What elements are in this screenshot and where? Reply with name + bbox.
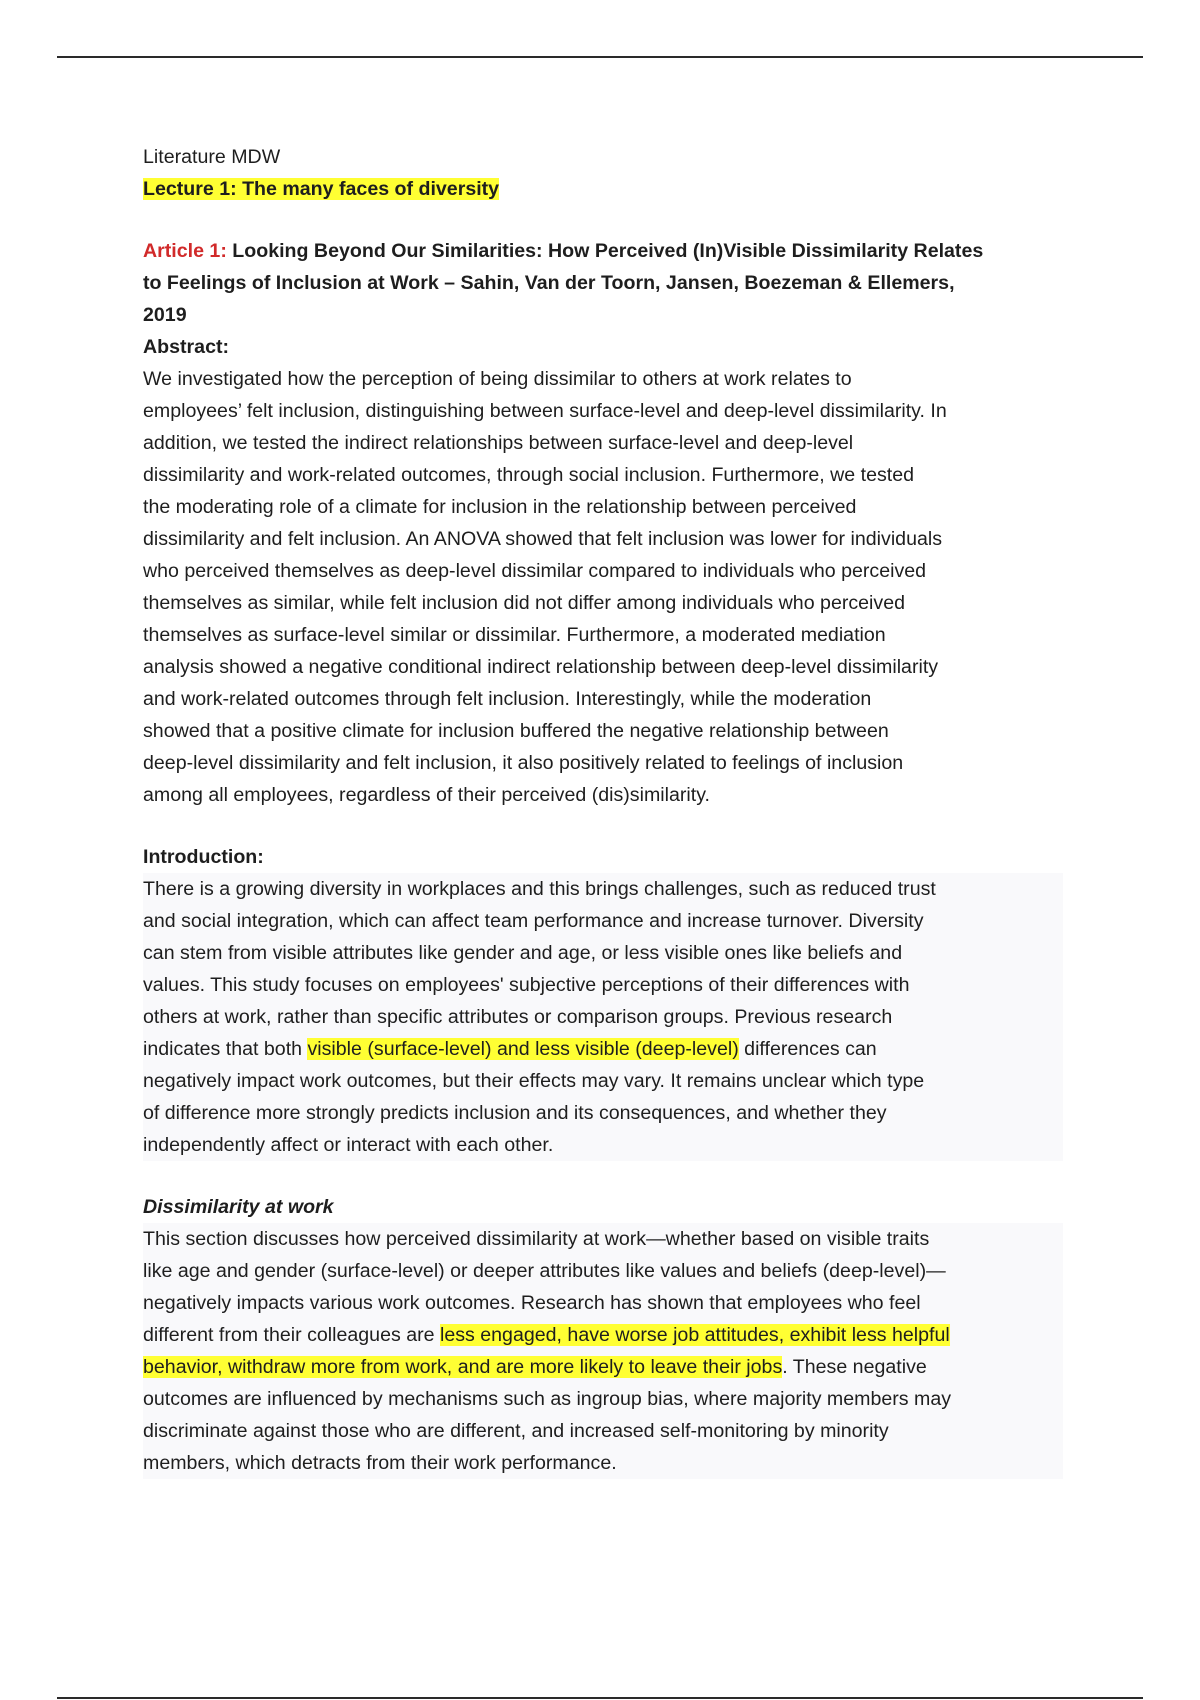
dissimilarity-line: discriminate against those who are different, and increased self-monitoring by minority [143,1420,889,1442]
abstract-line: themselves as similar, while felt inclusion did not differ among individuals who perceived [143,592,906,614]
bottom-rule [57,1697,1143,1699]
article-title-line-2: to Feelings of Inclusion at Work – Sahin, Van der Toorn, Jansen, Boezeman & Ellemers, [143,272,955,294]
dissimilarity-line: negatively impacts various work outcomes. Research has shown that employees who feel [143,1292,921,1314]
abstract-line: employees’ felt inclusion, distinguishing between surface-level and deep-level dissimilarity. In [143,400,947,422]
introduction-highlight-line: indicates that both visible (surface-level) and less visible (deep-level) differences can [143,1038,877,1060]
spacer [143,205,1063,235]
dissimilarity-heading: Dissimilarity at work [143,1196,334,1218]
abstract-line: showed that a positive climate for inclusion buffered the negative relationship between [143,720,889,742]
abstract-line: dissimilarity and work-related outcomes, through social inclusion. Furthermore, we tested [143,464,915,486]
dissimilarity-highlight-line: different from their colleagues are less engaged, have worse job attitudes, exhibit less helpful [143,1324,950,1346]
abstract-line: deep-level dissimilarity and felt inclusion, it also positively related to feelings of inclusion [143,752,904,774]
introduction-line: independently affect or interact with each other. [143,1134,554,1156]
spacer [143,1161,1063,1191]
lecture-heading [143,173,1063,205]
abstract-heading: Abstract: [143,336,230,358]
dissimilarity-line: like age and gender (surface-level) or deeper attributes like values and beliefs (deep-level)— [143,1260,946,1282]
introduction-heading: Introduction: [143,846,264,868]
abstract-line: the moderating role of a climate for inclusion in the relationship between perceived [143,496,857,518]
introduction-line: negatively impact work outcomes, but their effects may vary. It remains unclear which type [143,1070,925,1092]
abstract-line: among all employees, regardless of their perceived (dis)similarity. [143,784,710,806]
top-rule [57,56,1143,58]
abstract-line: analysis showed a negative conditional indirect relationship between deep-level dissimilarity [143,656,939,678]
introduction-line: can stem from visible attributes like gender and age, or less visible ones like beliefs and [143,942,903,964]
dissimilarity-paragraph [143,1223,1063,1479]
highlighted-text: visible (surface-level) and less visible (deep-level) [307,1038,739,1060]
abstract-paragraph [143,363,1063,811]
article-label: Article 1: [143,240,227,262]
abstract-line: themselves as surface-level similar or dissimilar. Furthermore, a moderated mediation [143,624,886,646]
introduction-line: and social integration, which can affect team performance and increase turnover. Diversity [143,910,924,932]
dissimilarity-line: outcomes are influenced by mechanisms such as ingroup bias, where majority members may [143,1388,952,1410]
abstract-line: who perceived themselves as deep-level dissimilar compared to individuals who perceived [143,560,927,582]
dissimilarity-highlight-line: behavior, withdraw more from work, and are more likely to leave their jobs. These negative [143,1356,927,1378]
highlighted-text: behavior, withdraw more from work, and are more likely to leave their jobs [143,1356,783,1378]
article-title-line-1: Article 1: Looking Beyond Our Similarities: How Perceived (In)Visible Dissimilarity Relates [143,240,984,262]
abstract-line: addition, we tested the indirect relationships between surface-level and deep-level [143,432,854,454]
abstract-line: dissimilarity and felt inclusion. An ANOVA showed that felt inclusion was lower for individuals [143,528,943,550]
abstract-line: and work-related outcomes through felt inclusion. Interestingly, while the moderation [143,688,872,710]
introduction-line: others at work, rather than specific attributes or comparison groups. Previous research [143,1006,893,1028]
dissimilarity-line: This section discusses how perceived dissimilarity at work—whether based on visible traits [143,1228,930,1250]
dissimilarity-line: members, which detracts from their work performance. [143,1452,617,1474]
introduction-line: There is a growing diversity in workplaces and this brings challenges, such as reduced trust [143,878,936,900]
introduction-line: values. This study focuses on employees' subjective perceptions of their differences with [143,974,910,996]
spacer [143,811,1063,841]
doc-title: Literature MDW [143,146,281,168]
abstract-line: We investigated how the perception of being dissimilar to others at work relates to [143,368,852,390]
article-title-line-3: 2019 [143,304,187,326]
lecture-title: Lecture 1: The many faces of diversity [143,178,500,200]
document-body [143,141,1063,1479]
highlighted-text: less engaged, have worse job attitudes, exhibit less helpful [439,1324,950,1346]
introduction-paragraph [143,873,1063,1161]
introduction-line: of difference more strongly predicts inclusion and its consequences, and whether they [143,1102,887,1124]
